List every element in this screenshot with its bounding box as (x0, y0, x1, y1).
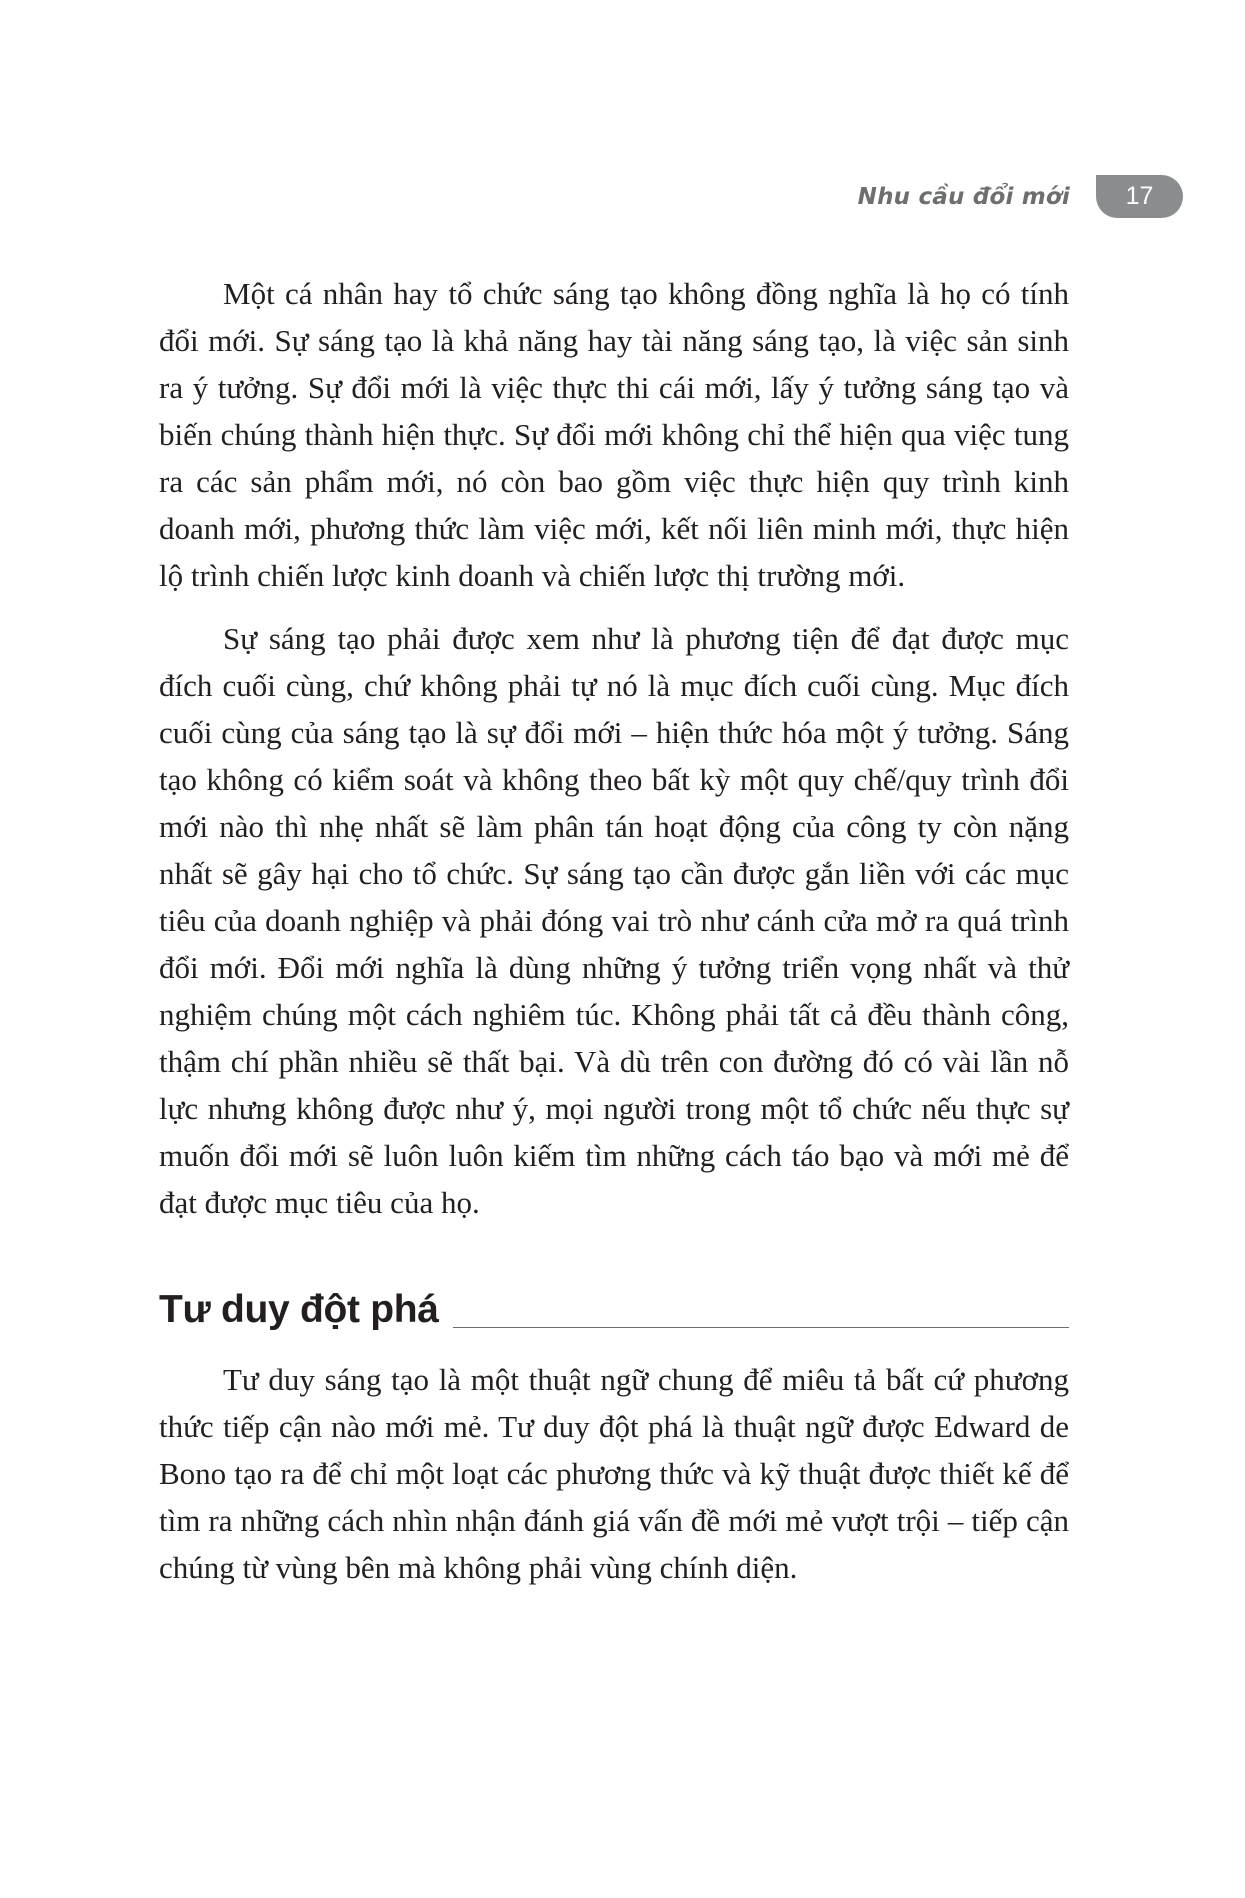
section-heading (159, 1286, 1069, 1334)
body-paragraph-1: Một cá nhân hay tổ chức sáng tạo không đồng nghĩa là họ có tính đổi mới. Sự sáng tạo là khả năng hay tài năng sáng tạo, là việc sản sinh ra ý tưởng. Sự đổi mới là việc thực thi cái mới, lấy ý tưởng sáng tạo và biến chúng thành hiện thực. Sự đổi mới không chỉ thể hiện qua việc tung ra các sản phẩm mới, nó còn bao gồm việc thực hiện quy trình kinh doanh mới, phương thức làm việc mới, kết nối liên minh mới, thực hiện lộ trình chiến lược kinh doanh và chiến lược thị trường mới. (159, 276, 1069, 593)
page-header (858, 175, 1183, 218)
section-paragraph-1: Tư duy sáng tạo là một thuật ngữ chung để miêu tả bất cứ phương thức tiếp cận nào mới mẻ. Tư duy đột phá là thuật ngữ được Edward de Bono tạo ra để chỉ một loạt các phương thức và kỹ thuật được thiết kế để tìm ra những cách nhìn nhận đánh giá vấn đề mới mẻ vượt trội – tiếp cận chúng từ vùng bên mà không phải vùng chính diện. (159, 1362, 1069, 1585)
section-title: Tư duy đột phá (159, 1288, 439, 1331)
body-paragraph-2: Sự sáng tạo phải được xem như là phương tiện để đạt được mục đích cuối cùng, chứ không phải tự nó là mục đích cuối cùng. Mục đích cuối cùng của sáng tạo là sự đổi mới – hiện thức hóa một ý tưởng. Sáng tạo không có kiểm soát và không theo bất kỳ một quy chế/quy trình đổi mới nào thì nhẹ nhất sẽ làm phân tán hoạt động của công ty còn nặng nhất sẽ gây hại cho tổ chức. Sự sáng tạo cần được gắn liền với các mục tiêu của doanh nghiệp và phải đóng vai trò như cánh cửa mở ra quá trình đổi mới. Đổi mới nghĩa là dùng những ý tưởng triển vọng nhất và thử nghiệm chúng một cách nghiêm túc. Không phải tất cả đều thành công, thậm chí phần nhiều sẽ thất bại. Và dù trên con đường đó có vài lần nỗ lực nhưng không được như ý, mọi người trong một tổ chức nếu thực sự muốn đổi mới sẽ luôn luôn kiếm tìm những cách táo bạo và mới mẻ để đạt được mục tiêu của họ. (159, 621, 1069, 1220)
heading-rule-divider (453, 1327, 1069, 1328)
page-content (159, 270, 1069, 1591)
page-number-badge: 17 (1096, 175, 1183, 218)
running-title: Nhu cầu đổi mới (857, 183, 1070, 210)
